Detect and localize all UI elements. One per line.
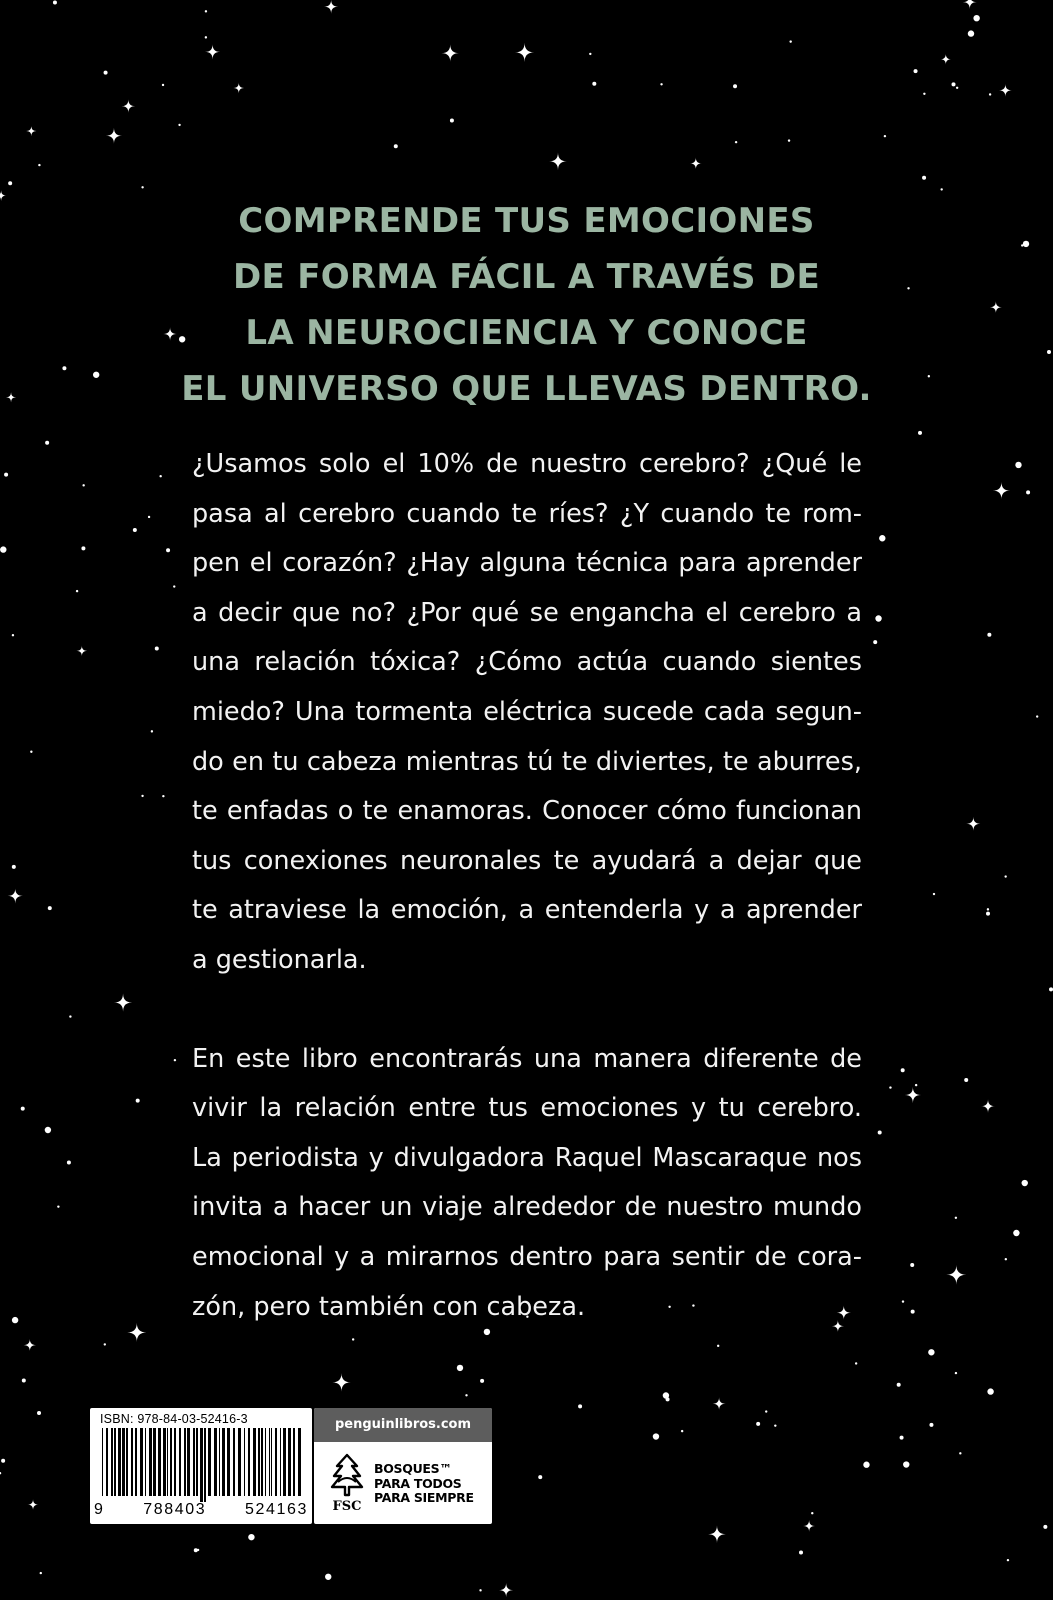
dot-star [955, 1372, 957, 1374]
dot-star [38, 164, 40, 166]
barcode-bar [233, 1428, 235, 1496]
dot-star [205, 10, 207, 12]
barcode-digit-first: 9 [94, 1501, 105, 1518]
barcode-bar [106, 1428, 108, 1496]
dot-star [789, 40, 791, 42]
dot-star [879, 535, 885, 541]
dot-star [973, 15, 979, 21]
sparkle-star [324, 0, 338, 14]
dot-star [922, 176, 926, 180]
dot-star [923, 93, 925, 95]
sparkle-star [708, 1525, 726, 1543]
barcode-bar [140, 1428, 143, 1496]
dot-star [765, 1410, 767, 1412]
sparkle-star [515, 43, 534, 62]
headline-line-3: LA NEUROCIENCIA Y CONOCE [245, 313, 808, 353]
dot-star [902, 1300, 904, 1302]
dot-star [174, 1059, 176, 1061]
dot-star [148, 516, 150, 518]
dot-star [12, 865, 16, 869]
barcode-bar [288, 1428, 291, 1496]
dot-star [863, 1462, 869, 1468]
dot-star [1047, 350, 1051, 354]
dot-star [968, 30, 974, 36]
dot-star [897, 1383, 901, 1387]
dot-star [1023, 241, 1029, 247]
dot-star [955, 1217, 957, 1219]
dot-star [21, 1107, 25, 1111]
barcode-bar [187, 1428, 190, 1496]
dot-star [589, 53, 591, 55]
barcode-bar [269, 1428, 270, 1496]
dot-star [141, 186, 143, 188]
dot-star [986, 912, 990, 916]
barcode-bar [114, 1428, 116, 1496]
barcode-bar [258, 1428, 260, 1496]
sparkle-star [8, 888, 23, 903]
dot-star [178, 124, 180, 126]
fsc-line-3: PARA SIEMPRE [374, 1490, 474, 1505]
dot-star [465, 1394, 467, 1396]
sparkle-star [990, 301, 1002, 313]
sparkle-star [27, 1499, 38, 1510]
dot-star [901, 1068, 905, 1072]
dot-star [48, 906, 52, 910]
dot-star [457, 1365, 463, 1371]
barcode-bar [280, 1428, 281, 1496]
barcode-bar [265, 1428, 266, 1496]
sparkle-star [6, 392, 16, 402]
dot-star [69, 1015, 71, 1017]
sparkle-star [233, 83, 244, 94]
dot-star [30, 751, 32, 753]
sparkle-star [441, 44, 459, 62]
barcode-bar [248, 1428, 250, 1496]
sparkle-star [114, 993, 132, 1011]
dot-star [67, 1161, 71, 1165]
dot-star [133, 528, 137, 532]
sparkle-star [205, 44, 220, 59]
dot-star [660, 83, 662, 85]
barcode-bar [261, 1428, 263, 1496]
dot-star [811, 1512, 813, 1514]
barcode-bar [214, 1428, 217, 1496]
blurb-paragraph-2: En este libro encontrarás una manera diferente de vivir la relación entre tus emociones y tu cerebro. La periodista y divulgadora Raquel Mascaraque nos invita a hacer un viaje alrededor de nuestro mundo emocional y a mirarnos dentro para sentir de corazón, pero también con cabeza. [192, 1043, 862, 1322]
dot-star [450, 118, 454, 122]
dot-star [76, 590, 78, 592]
barcode-digit-group-2: 524163 [245, 1501, 308, 1518]
barcode-bar [118, 1428, 121, 1496]
dot-star [1043, 1525, 1047, 1529]
dot-star [81, 546, 85, 550]
isbn-label: ISBN: 978-84-03-52416-3 [100, 1412, 248, 1426]
dot-star [987, 1388, 993, 1394]
dot-star [248, 1534, 254, 1540]
dot-star [325, 1574, 331, 1580]
dot-star [799, 1551, 803, 1555]
barcode-bar [193, 1428, 195, 1496]
barcode-bar [238, 1428, 241, 1496]
dot-star [162, 84, 164, 86]
barcode-bar [208, 1428, 211, 1496]
barcode-bar [170, 1428, 172, 1496]
sparkle-star [0, 190, 6, 201]
barcode-bar [184, 1428, 186, 1496]
dot-star [82, 484, 84, 486]
dot-star [45, 1127, 51, 1133]
sparkle-star [999, 84, 1012, 97]
sparkle-star [24, 1339, 36, 1351]
dot-star [878, 1131, 882, 1135]
publisher-box [314, 1408, 492, 1524]
sparkle-star [127, 1323, 146, 1342]
dot-star [918, 431, 922, 435]
dot-star [1026, 490, 1030, 494]
barcode-bar [244, 1428, 245, 1496]
headline [150, 193, 903, 417]
sparkle-star [549, 153, 567, 171]
dot-star [1049, 987, 1053, 991]
headline-line-2: DE FORMA FÁCIL A TRAVÉS DE [233, 257, 820, 297]
barcode-bar [163, 1428, 166, 1496]
sparkle-star [905, 1087, 921, 1103]
dot-star [1015, 462, 1021, 468]
barcode-bar [149, 1428, 152, 1496]
dot-star [653, 1433, 659, 1439]
barcode-bar [298, 1428, 301, 1496]
blurb-paragraph-1: ¿Usamos solo el 10% de nuestro cerebro? ¿Qué le pasa al cerebro cuando te ríes? ¿Y cuando te rompen el corazón? ¿Hay alguna técnica para aprender a decir que no? ¿Por qué se engancha el cerebro a una relación tóxica? ¿Cómo actúa cuando sientes miedo? Una tormenta eléctrica sucede cada segundo en tu cabeza mientras tú te diviertes, te aburres, te enfadas o te enamoras. Conocer cómo funcionan tus conexiones neuronales te ayudará a dejar que te atraviese la emoción, a entenderla y a aprender a gestionarla. [192, 449, 862, 975]
barcode-digits [94, 1501, 308, 1519]
barcode-bar [167, 1428, 168, 1496]
dot-star [911, 1310, 915, 1314]
dot-star [987, 633, 991, 637]
dot-star [104, 71, 108, 75]
dot-star [578, 1404, 582, 1408]
dot-star [1007, 1559, 1009, 1561]
fsc-line-2: PARA TODOS [374, 1475, 462, 1491]
dot-star [53, 1, 57, 5]
dot-star [1036, 715, 1038, 717]
barcode-bar [179, 1428, 181, 1496]
fsc-logo-text: FSC [332, 1499, 362, 1514]
barcode-bar [283, 1428, 286, 1496]
dot-star [104, 1343, 106, 1345]
dot-star [12, 1317, 18, 1323]
barcode-bar [131, 1428, 133, 1496]
barcode-bar [111, 1428, 113, 1496]
sparkle-star [946, 1265, 966, 1285]
sparkle-star [713, 1397, 726, 1410]
barcode-icon [100, 1428, 302, 1502]
dot-star [903, 1461, 909, 1467]
fsc-line-1: BOSQUES™ [374, 1461, 452, 1476]
isbn-barcode [90, 1408, 312, 1524]
dot-star [37, 1411, 41, 1415]
headline-line-1: COMPRENDE TUS EMOCIONES [238, 201, 815, 241]
sparkle-star [122, 99, 136, 113]
sparkle-star [963, 0, 977, 9]
dot-star [136, 1099, 140, 1103]
fsc-slogan [374, 1462, 489, 1506]
dot-star [352, 1338, 354, 1340]
dot-star [914, 69, 918, 73]
sparkle-star [499, 1583, 513, 1597]
dot-star [964, 1078, 968, 1082]
dot-star [884, 135, 886, 137]
dot-star [8, 181, 12, 185]
barcode-bar [227, 1428, 230, 1496]
dot-star [40, 1572, 42, 1574]
barcode-bar [222, 1428, 225, 1496]
dot-star [900, 1436, 904, 1440]
dot-star [915, 1084, 917, 1086]
dot-star [12, 634, 14, 636]
dot-star [989, 93, 991, 95]
dot-star [57, 1205, 59, 1207]
barcode-bar [253, 1428, 256, 1496]
barcode-bar [102, 1428, 103, 1496]
dot-star [479, 1589, 481, 1591]
dot-star [205, 36, 207, 38]
dot-star [22, 1379, 26, 1383]
dot-star [1013, 1230, 1019, 1236]
dot-star [538, 1475, 542, 1479]
dot-star [873, 640, 877, 644]
barcode-bar [135, 1428, 137, 1496]
dot-star [166, 548, 170, 552]
sparkle-star [106, 128, 122, 144]
sparkle-star [76, 645, 87, 656]
dot-star [956, 87, 958, 89]
sparkle-star [803, 1520, 815, 1532]
dot-star [928, 375, 930, 377]
dot-star [45, 441, 49, 445]
dot-star [959, 1452, 961, 1454]
barcode-bar [200, 1428, 203, 1502]
blurb [192, 440, 862, 1332]
barcode-bar [126, 1428, 128, 1496]
dot-star [875, 615, 881, 621]
barcode-bar [153, 1428, 156, 1496]
dot-star [788, 139, 790, 141]
barcode-bar [275, 1428, 277, 1496]
dot-star [173, 585, 175, 587]
dot-star [394, 144, 398, 148]
dot-star [929, 1423, 933, 1427]
dot-star [62, 366, 66, 370]
barcode-bar [174, 1428, 176, 1496]
dot-star [774, 1424, 776, 1426]
sparkle-star [940, 54, 951, 65]
dot-star [1021, 244, 1023, 246]
sparkle-star [26, 126, 36, 136]
sparkle-star [981, 1099, 995, 1113]
dot-star [194, 1548, 198, 1552]
fsc-tree-icon [324, 1452, 370, 1514]
dot-star [717, 1345, 719, 1347]
dot-star [910, 1263, 914, 1267]
dot-star [907, 287, 909, 289]
dot-star [0, 1472, 1, 1474]
dot-star [1, 1459, 5, 1463]
headline-line-4: EL UNIVERSO QUE LLEVAS DENTRO. [181, 369, 872, 409]
dot-star [855, 1362, 857, 1364]
dot-star [681, 1430, 683, 1432]
dot-star [987, 908, 989, 910]
barcode-bar [145, 1428, 146, 1496]
barcode-bar [293, 1428, 295, 1496]
dot-star [940, 188, 942, 190]
dot-star [4, 473, 8, 477]
dot-star [666, 1397, 670, 1401]
dot-star [0, 546, 6, 552]
dot-star [592, 82, 596, 86]
barcode-bar [158, 1428, 161, 1496]
dot-star [889, 1086, 891, 1088]
barcode-bar [204, 1428, 206, 1502]
dot-star [733, 84, 737, 88]
dot-star [933, 893, 935, 895]
sparkle-star [993, 482, 1010, 499]
dot-star [159, 475, 161, 477]
dot-star [155, 646, 159, 650]
publisher-url: penguinlibros.com [314, 1408, 492, 1442]
barcode-bar [271, 1428, 272, 1496]
sparkle-star [966, 817, 980, 831]
barcode-bar [122, 1428, 125, 1496]
barcode-bar [196, 1428, 198, 1496]
dot-star [756, 1422, 760, 1426]
dot-star [735, 141, 737, 143]
dot-star [1022, 1180, 1028, 1186]
sparkle-star [690, 157, 702, 169]
dot-star [928, 1349, 934, 1355]
barcode-digit-group-1: 788403 [143, 1501, 207, 1518]
sparkle-star [332, 1373, 350, 1391]
dot-star [162, 795, 164, 797]
dot-star [151, 730, 153, 732]
dot-star [1005, 1258, 1007, 1260]
barcode-bar [219, 1428, 220, 1496]
dot-star [1004, 875, 1006, 877]
dot-star [93, 372, 99, 378]
dot-star [952, 82, 956, 86]
dot-star [141, 795, 143, 797]
dot-star [480, 1379, 484, 1383]
